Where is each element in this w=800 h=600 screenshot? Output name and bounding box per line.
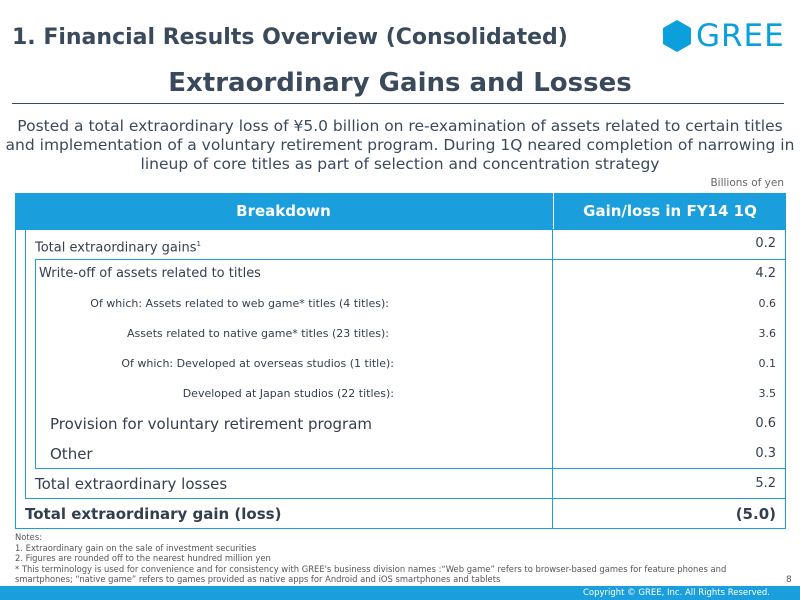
table-row xyxy=(25,229,786,259)
table-row xyxy=(35,259,786,289)
table-row xyxy=(25,469,786,499)
notes xyxy=(15,532,775,585)
page-number: 8 xyxy=(786,575,792,585)
note-item: * This terminology is used for convenience and for consistency with GREE's business division names :“Web game” refers to browser-based games for feature phones and smartphones; “native game” refers to games provided as native apps for Android and iOS smartphones and tablets xyxy=(15,563,727,585)
note-item: 1. Extraordinary gain on the sale of investment securities xyxy=(15,542,257,553)
row-value-other: 0.3 xyxy=(755,446,776,461)
row-label-japan-studios: Developed at Japan studios (22 titles): xyxy=(182,387,394,400)
row-value-total-net: (5.0) xyxy=(735,505,776,523)
table-row xyxy=(35,379,786,409)
row-label-overseas-studios: Of which: Developed at overseas studios (1 title): xyxy=(121,357,394,370)
logo-wordmark: GREE xyxy=(696,18,785,54)
table-row xyxy=(35,409,786,439)
row-value-overseas-studios: 0.1 xyxy=(758,357,776,370)
row-label-writeoff: Write-off of assets related to titles xyxy=(39,266,261,281)
table-row xyxy=(35,289,786,319)
gree-logo xyxy=(660,18,785,54)
hexagon-logo-icon xyxy=(660,18,694,54)
row-label-web-game: Of which: Assets related to web game* titles (4 titles): xyxy=(90,297,389,310)
row-value-web-game: 0.6 xyxy=(758,297,776,310)
row-label-total-gains: Total extraordinary gains xyxy=(35,240,197,256)
slide-title: Extraordinary Gains and Losses xyxy=(168,68,632,98)
section-title: 1. Financial Results Overview (Consolidated) xyxy=(12,25,568,50)
table-header xyxy=(15,193,786,229)
units-label: Billions of yen xyxy=(710,177,784,189)
table-row xyxy=(15,499,786,529)
note-item: 2. Figures are rounded off to the nearest hundred million yen xyxy=(15,553,271,564)
row-value-retirement-program: 0.6 xyxy=(755,416,776,431)
row-value-japan-studios: 3.5 xyxy=(758,387,776,400)
row-label-total-losses: Total extraordinary losses xyxy=(35,475,228,493)
row-value-total-losses: 5.2 xyxy=(755,476,776,491)
lead-paragraph: Posted a total extraordinary loss of ¥5.0 billion on re-examination of assets related to certain titles and implementation of a voluntary retirement program. During 1Q neared completion of narrowing in lineup of core titles as part of selection and concentration strategy xyxy=(5,117,795,173)
table-row xyxy=(35,439,786,469)
row-value-writeoff: 4.2 xyxy=(755,266,776,281)
title-divider xyxy=(12,103,784,104)
row-label-other: Other xyxy=(50,445,93,463)
row-label-native-game: Assets related to native game* titles (23 titles): xyxy=(126,327,389,340)
row-value-total-gains: 0.2 xyxy=(755,236,776,251)
column-header-breakdown: Breakdown xyxy=(236,202,331,220)
column-header-value: Gain/loss in FY14 1Q xyxy=(553,193,786,229)
copyright-text: Copyright © GREE, Inc. All Rights Reserved. xyxy=(582,588,770,598)
table-row xyxy=(35,319,786,349)
row-label-total-net: Total extraordinary gain (loss) xyxy=(25,505,282,523)
row-label-retirement-program: Provision for voluntary retirement program xyxy=(50,415,372,433)
row-value-native-game: 3.6 xyxy=(758,327,776,340)
table-row xyxy=(35,349,786,379)
notes-heading: Notes: xyxy=(15,532,43,542)
footnote-marker: 1 xyxy=(196,240,201,248)
footer-bar xyxy=(0,586,800,600)
